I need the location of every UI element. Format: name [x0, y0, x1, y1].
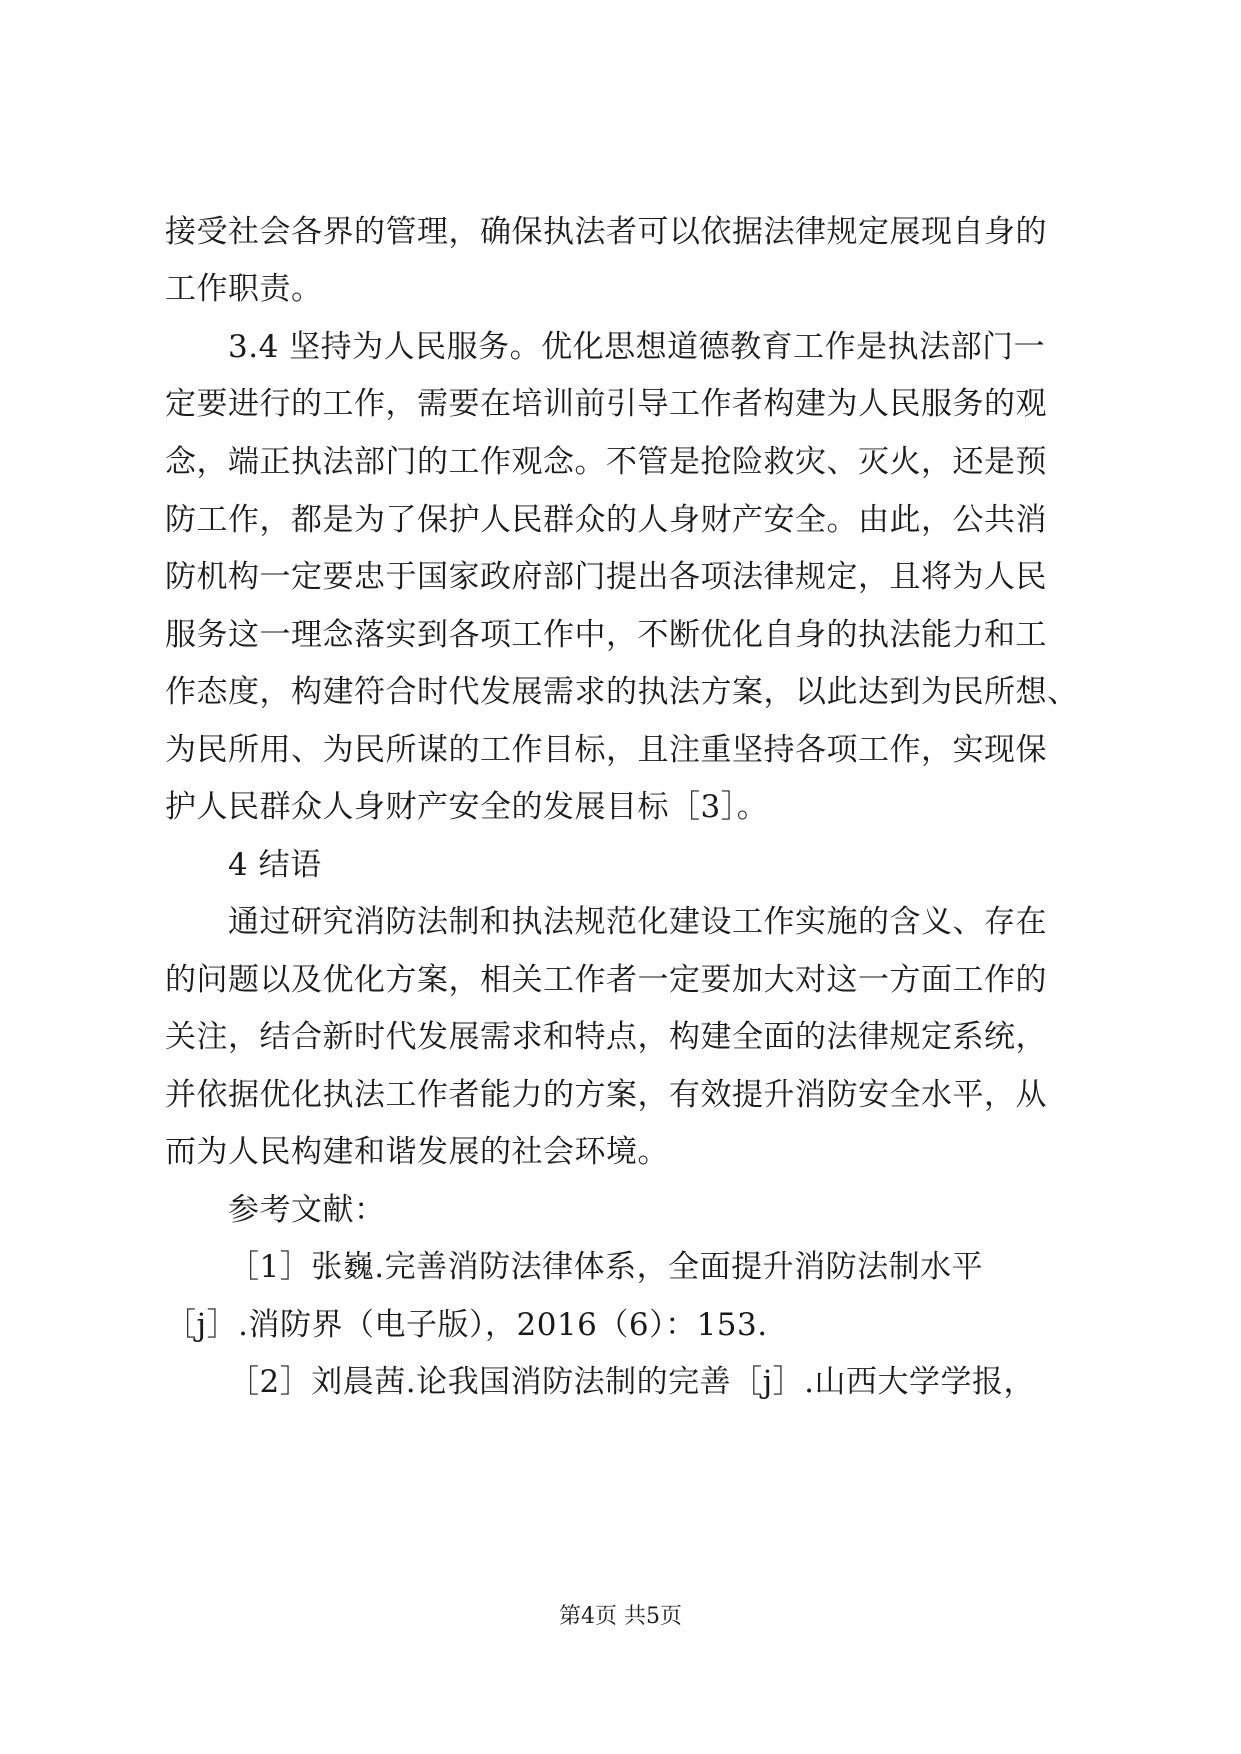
- section-3-4-line-7: 作态度，构建符合时代发展需求的执法方案，以此达到为民所想、: [165, 674, 1079, 710]
- body-line-1: 接受社会各界的管理，确保执法者可以依据法律规定展现自身的: [165, 214, 1047, 250]
- body-line-2: 工作职责。: [165, 271, 323, 307]
- section-3-4-line-3: 念，端正执法部门的工作观念。不管是抢险救灾、灭火，还是预: [165, 444, 1047, 480]
- page-footer: 第4页 共5页: [559, 1604, 682, 1629]
- section-3-4-line-4: 防工作，都是为了保护人民群众的人身财产安全。由此，公共消: [165, 502, 1047, 538]
- section-3-4-line-1: 3.4 坚持为人民服务。优化思想道德教育工作是执法部门一: [228, 329, 1046, 365]
- section-3-4-line-8: 为民所用、为民所谋的工作目标，且注重坚持各项工作，实现保: [165, 732, 1047, 768]
- reference-1-line-1: ［1］张巍.完善消防法律体系，全面提升消防法制水平: [228, 1249, 984, 1285]
- section-3-4-line-9: 护人民群众人身财产安全的发展目标［3］。: [165, 789, 769, 825]
- section-3-4-line-5: 防机构一定要忠于国家政府部门提出各项法律规定，且将为人民: [165, 559, 1047, 595]
- section-3-4-line-6: 服务这一理念落实到各项工作中，不断优化自身的执法能力和工: [165, 617, 1047, 653]
- conclusion-line-3: 关注，结合新时代发展需求和特点，构建全面的法律规定系统，: [165, 1019, 1047, 1055]
- section-heading-conclusion: 4 结语: [228, 847, 322, 883]
- conclusion-line-5: 而为人民构建和谐发展的社会环境。: [165, 1134, 669, 1170]
- references-heading: 参考文献：: [228, 1192, 386, 1228]
- reference-1-line-2: ［j］.消防界（电子版），2016（6）：153.: [165, 1307, 768, 1343]
- conclusion-line-2: 的问题以及优化方案，相关工作者一定要加大对这一方面工作的: [165, 962, 1047, 998]
- conclusion-line-4: 并依据优化执法工作者能力的方案，有效提升消防安全水平，从: [165, 1077, 1047, 1113]
- conclusion-line-1: 通过研究消防法制和执法规范化建设工作实施的含义、存在: [228, 904, 1047, 940]
- section-3-4-line-2: 定要进行的工作，需要在培训前引导工作者构建为人民服务的观: [165, 386, 1047, 422]
- reference-2-line-1: ［2］刘晨茜.论我国消防法制的完善［j］.山西大学学报，: [228, 1364, 1036, 1400]
